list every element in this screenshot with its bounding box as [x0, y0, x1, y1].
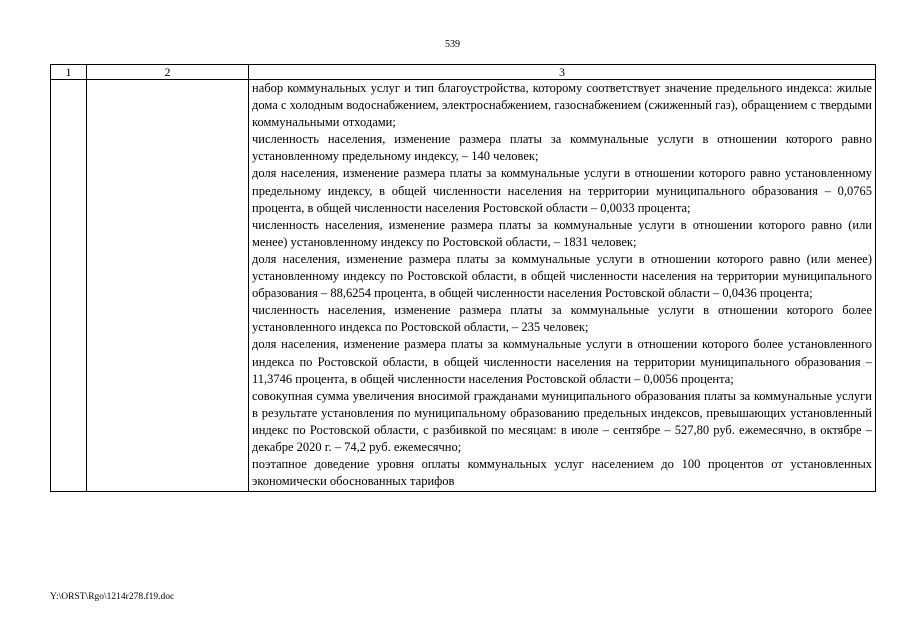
- table-cell-col2: [87, 80, 249, 492]
- paragraph-population-equal-limit: численность населения, изменение размера платы за коммунальные услуги в отношении которого равно установленному предельному индексу, – 140 человек;: [252, 132, 872, 164]
- column-header-1: 1: [51, 65, 87, 80]
- paragraph-population-above-regional: численность населения, изменение размера платы за коммунальные услуги в отношении которого более установленного индекса по Ростовской области, – 235 человек;: [252, 303, 872, 335]
- paragraph-utility-set: набор коммунальных услуг и тип благоустройства, которому соответствует значение предельного индекса: жилые дома с холодным водоснабжением, электроснабжением, газоснабжением (сжиженный газ), обращением с твердыми коммунальными отходами;: [252, 81, 872, 130]
- column-header-2: 2: [87, 65, 249, 80]
- table-cell-col3: [249, 80, 876, 492]
- paragraph-share-equal-regional: доля населения, изменение размера платы за коммунальные услуги в отношении которого равно (или менее) установленному индексу по Ростовской области, в общей численности населения на территории муниципального образования – 88,6254 процента, в общей численности населения Ростовской области – 0,0436 процента;: [252, 251, 872, 301]
- paragraph-gradual-payment: поэтапное доведение уровня оплаты коммунальных услуг населением до 100 процентов от установленных экономически обоснованных тарифов: [252, 457, 872, 489]
- paragraph-total-increase: совокупная сумма увеличения вносимой гражданами муниципального образования платы за коммунальные услуги в результате установления по муниципальному образованию предельных индексов, превышающих установленный индекс по Ростовской области, с разбивкой по месяцам: в июле – сентябре – 527,80 руб. ежемесячно, в октябре – декабре 2020 г. – 74,2 руб. ежемесячно;: [252, 388, 872, 454]
- table-row: [51, 80, 876, 492]
- paragraph-population-equal-regional: численность населения, изменение размера платы за коммунальные услуги в отношении которого равно (или менее) установленному индексу по Ростовской области, – 1831 человек;: [252, 217, 872, 249]
- paragraph-share-equal-limit: доля населения, изменение размера платы за коммунальные услуги в отношении которого равно установленному предельному индексу, в общей численности населения на территории муниципального образования – 0,0765 процента, в общей численности населения Ростовской области – 0,0033 процента;: [252, 166, 872, 215]
- document-table: [50, 64, 876, 492]
- footer-file-path: Y:\ORST\Rgo\1214r278.f19.doc: [50, 592, 175, 602]
- page-number: 539: [445, 39, 460, 50]
- paragraph-share-above-regional: доля населения, изменение размера платы за коммунальные услуги в отношении которого более установленного индекса по Ростовской области, в общей численности населения на территории муниципального образования – 11,3746 процента, в общей численности населения Ростовской области – 0,0056 процента;: [252, 337, 872, 386]
- table-header-row: [51, 65, 876, 80]
- table-cell-col1: [51, 80, 87, 492]
- column-header-3: 3: [249, 65, 876, 80]
